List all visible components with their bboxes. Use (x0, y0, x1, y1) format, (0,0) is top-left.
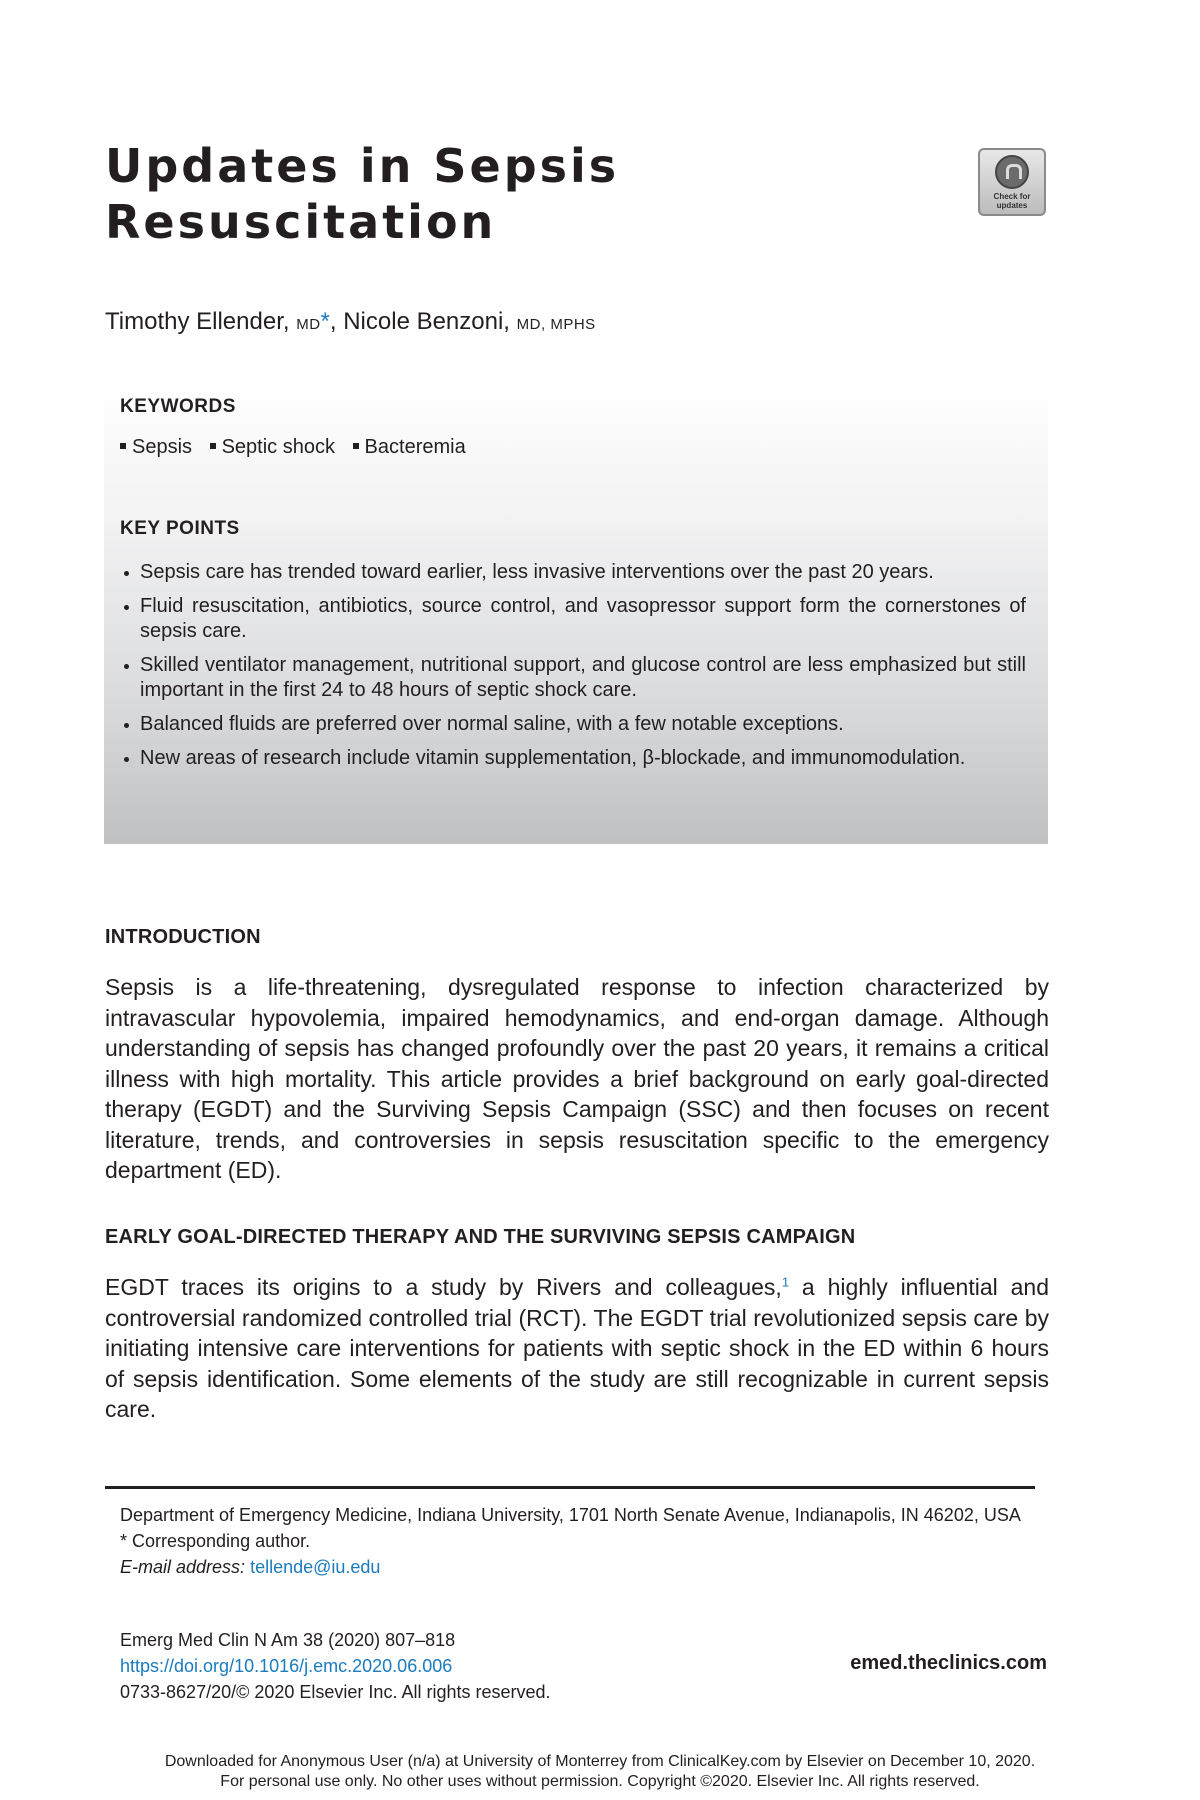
download-notice-line-2: For personal use only. No other uses without permission. Copyright ©2020. Elsevier Inc. All rights reserved. (220, 1773, 980, 1790)
key-point-item: Balanced fluids are preferred over normal saline, with a few notable exceptions. (120, 712, 1026, 737)
introduction-heading: INTRODUCTION (105, 926, 261, 948)
corresponding-author-mark[interactable]: * (320, 308, 330, 335)
footnote-divider (105, 1486, 1035, 1489)
keyword-item: Sepsis (132, 436, 193, 458)
keyword-bullet-icon (120, 443, 126, 449)
footnotes (120, 1502, 1032, 1580)
author-separator: , (329, 308, 337, 335)
download-notice-line-1: Downloaded for Anonymous User (n/a) at University of Monterrey from ClinicalKey.com by Elsevier on December 10, 2020. (164, 1753, 1036, 1770)
citation-block (120, 1627, 551, 1705)
journal-citation: Emerg Med Clin N Am 38 (2020) 807–818 (120, 1630, 456, 1650)
download-notice (0, 1752, 1200, 1792)
author-line (105, 308, 596, 336)
key-point-item: Fluid resuscitation, antibiotics, source control, and vasopressor support form the cornerstones of sepsis care. (120, 594, 1026, 644)
author-1-name: Timothy Ellender, (105, 308, 290, 335)
egdt-text-after-ref: a highly influential and controversial randomized controlled trial (RCT). The EGDT trial revolutionized sepsis care by initiating intensive care interventions for patients with septic shock in the ED within 6 hours of sepsis identification. Some elements of the study are still recognizable in current sepsis care. (105, 1274, 1050, 1422)
keyword-bullet-icon (210, 443, 216, 449)
corresponding-author-note: * Corresponding author. (120, 1531, 311, 1551)
doi-link[interactable]: https://doi.org/10.1016/j.emc.2020.06.006 (120, 1656, 453, 1676)
article-title-line-1: Updates in Sepsis (105, 139, 620, 193)
keywords-keypoints-box (104, 382, 1048, 844)
key-points-list (120, 560, 1026, 780)
email-label: E-mail address: (120, 1557, 246, 1577)
update-check-icon (995, 155, 1029, 189)
affiliation: Department of Emergency Medicine, Indiana University, 1701 North Senate Avenue, Indianapolis, IN 46202, USA (120, 1505, 1021, 1525)
keyword-bullet-icon (353, 443, 359, 449)
key-point-item: New areas of research include vitamin supplementation, β-blockade, and immunomodulation. (120, 746, 1026, 771)
author-1-degree: MD (296, 316, 321, 333)
keyword-item: Bacteremia (364, 436, 466, 458)
badge-label: Check for updates (993, 192, 1031, 210)
egdt-text-before-ref: EGDT traces its origins to a study by Rivers and colleagues, (105, 1274, 782, 1300)
keyword-item: Septic shock (221, 436, 335, 458)
keywords-heading: KEYWORDS (120, 396, 236, 417)
email-line (120, 1554, 1032, 1580)
key-points-heading: KEY POINTS (120, 518, 240, 539)
article-title-line-2: Resuscitation (105, 195, 497, 249)
introduction-paragraph: Sepsis is a life-threatening, dysregulated response to infection characterized by intravascular hypovolemia, impaired hemodynamics, and end-organ damage. Although understanding of sepsis has changed profoundly over the past 20 years, it remains a critical illness with high mortality. This article provides a brief background on early goal-directed therapy (EGDT) and the Surviving Sepsis Campaign (SSC) and then focuses on recent literature, trends, and controversies in sepsis resuscitation specific to the emergency department (ED). (105, 974, 1049, 1183)
email-link[interactable]: tellende@iu.edu (250, 1557, 381, 1577)
key-point-item: Sepsis care has trended toward earlier, less invasive interventions over the past 20 years. (120, 560, 1026, 585)
author-2-name: Nicole Benzoni, (343, 308, 510, 335)
author-2-degree: MD, MPHS (516, 316, 596, 333)
egdt-heading: EARLY GOAL-DIRECTED THERAPY AND THE SURVIVING SEPSIS CAMPAIGN (105, 1226, 856, 1248)
key-point-item: Skilled ventilator management, nutritional support, and glucose control are less emphasized but still important in the first 24 to 48 hours of septic shock care. (120, 653, 1026, 703)
reference-link[interactable]: 1 (781, 1274, 790, 1290)
issn-copyright: 0733-8627/20/© 2020 Elsevier Inc. All rights reserved. (120, 1682, 551, 1702)
journal-website: emed.theclinics.com (850, 1652, 1047, 1674)
check-for-updates-badge[interactable] (978, 148, 1046, 216)
egdt-paragraph (105, 1272, 1049, 1425)
article-title (105, 138, 619, 250)
keywords-list (120, 436, 478, 459)
